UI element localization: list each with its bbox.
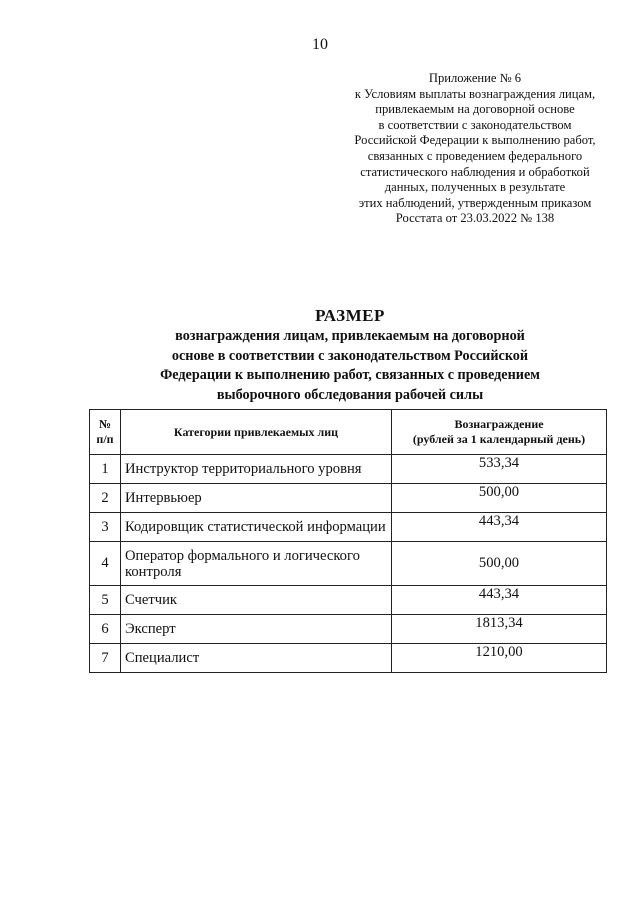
row-category: Счетчик [121, 586, 392, 615]
row-number: 2 [90, 484, 121, 513]
appendix-line: статистического наблюдения и обработкой [360, 164, 590, 179]
table-row [90, 542, 607, 586]
header-category: Категории привлекаемых лиц [121, 410, 392, 455]
appendix-line: Приложение № 6 [428, 71, 522, 85]
title-subtitle [80, 327, 620, 405]
header-num-line2: п/п [96, 432, 114, 446]
document-title [80, 305, 620, 405]
subtitle-line: основе в соответствии с законодательством Российской [171, 347, 529, 364]
appendix-line: данных, полученных в результате [384, 180, 566, 195]
row-category: Оператор формального и логического контроля [121, 542, 392, 586]
appendix-line: этих наблюдений, утвержденным приказом [358, 195, 592, 210]
appendix-line: Российской Федерации к выполнению работ, [354, 133, 596, 148]
subtitle-line: выборочного обследования рабочей силы [216, 386, 484, 403]
table-row [90, 615, 607, 644]
table-header-row [90, 410, 607, 455]
row-reward: 443,34 [392, 513, 607, 542]
row-category: Эксперт [121, 615, 392, 644]
header-num [90, 410, 121, 455]
title-main: РАЗМЕР [315, 306, 385, 325]
appendix-note [330, 71, 620, 227]
table-row [90, 513, 607, 542]
row-number: 3 [90, 513, 121, 542]
row-number: 1 [90, 455, 121, 484]
page-number: 10 [312, 36, 328, 53]
header-reward-line2: (рублей за 1 календарный день) [412, 432, 586, 446]
appendix-line: Росстата от 23.03.2022 № 138 [395, 211, 555, 226]
table-row [90, 484, 607, 513]
row-reward: 1813,34 [392, 615, 607, 644]
row-reward: 443,34 [392, 586, 607, 615]
header-num-line1: № [98, 417, 112, 431]
row-reward: 533,34 [392, 455, 607, 484]
row-number: 7 [90, 644, 121, 673]
header-reward-line1: Вознаграждение [454, 417, 544, 431]
row-reward: 1210,00 [392, 644, 607, 673]
row-category: Специалист [121, 644, 392, 673]
row-number: 6 [90, 615, 121, 644]
table-row [90, 455, 607, 484]
appendix-line: привлекаемым на договорной основе [375, 102, 575, 117]
appendix-line: к Условиям выплаты вознаграждения лицам, [354, 86, 596, 101]
rates-table [89, 409, 607, 673]
subtitle-line: вознаграждения лицам, привлекаемым на договорной [175, 328, 525, 344]
row-category: Инструктор территориального уровня [121, 455, 392, 484]
table-row [90, 586, 607, 615]
table-row [90, 644, 607, 673]
row-number: 4 [90, 542, 121, 586]
subtitle-line: Федерации к выполнению работ, связанных с проведением [160, 367, 540, 383]
row-number: 5 [90, 586, 121, 615]
row-reward: 500,00 [392, 542, 607, 586]
appendix-line: связанных с проведением федерального [367, 148, 583, 163]
row-category: Кодировщик статистической информации [121, 513, 392, 542]
header-reward [392, 410, 607, 455]
row-reward: 500,00 [392, 484, 607, 513]
row-category: Интервьюер [121, 484, 392, 513]
appendix-line: в соответствии с законодательством [378, 117, 572, 132]
